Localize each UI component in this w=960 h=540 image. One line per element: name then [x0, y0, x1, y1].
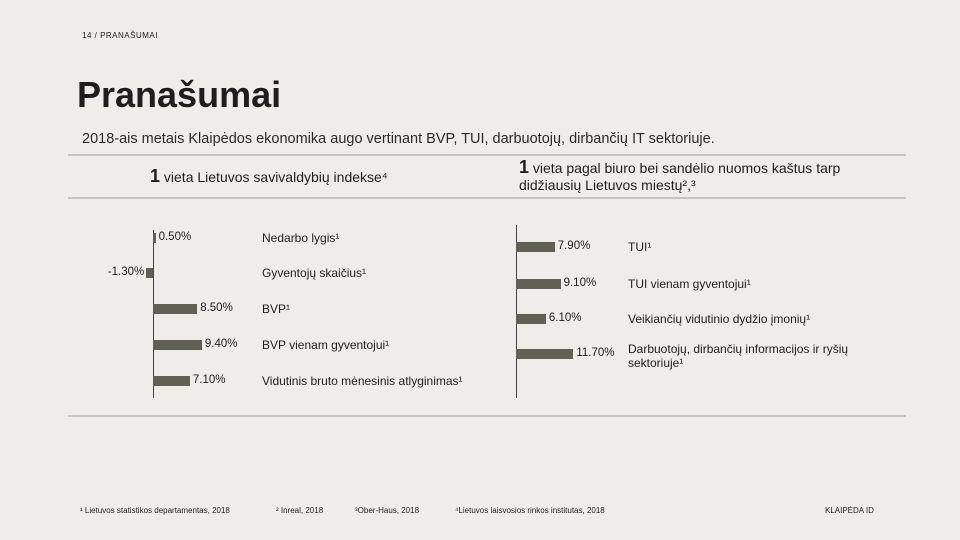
category-label: BVP vienam gyventojui¹	[262, 338, 390, 352]
bar-value-label: 6.10%	[548, 312, 582, 324]
category-label: TUI¹	[628, 240, 652, 254]
category-label: Gyventojų skaičius¹	[262, 266, 367, 280]
bar	[516, 349, 573, 359]
left-header-text: vieta Lietuvos savivaldybių indekse⁴	[163, 169, 388, 185]
bar-value-label: 7.90%	[557, 240, 591, 252]
breadcrumb: 14 / PRANAŠUMAI	[82, 31, 158, 40]
right-rank: 1	[519, 157, 530, 177]
category-label: Darbuotojų, dirbančių informacijos ir ryšių sektoriuje¹	[628, 342, 849, 370]
bar-value-label: 9.40%	[204, 338, 238, 350]
bar	[516, 314, 546, 324]
category-label: BVP¹	[262, 302, 291, 316]
bar-value-label: 0.50%	[158, 231, 192, 243]
right-header-text: vieta pagal biuro bei sandėlio nuomos kaštus tarp didžiausių Lietuvos miestų²,³	[519, 160, 841, 193]
bar-value-label: 11.70%	[576, 347, 615, 359]
bar-value-label: 7.10%	[192, 374, 226, 386]
footnote-4: ⁴Lietuvos laisvosios rinkos institutas, 2018	[455, 506, 605, 515]
category-label: Veikiančių vidutinio dydžio įmonių¹	[628, 312, 811, 326]
category-label: Nedarbo lygis¹	[262, 231, 340, 245]
footnote-2: ² Inreal, 2018	[276, 506, 324, 515]
bar-value-label: 8.50%	[200, 302, 233, 314]
page-subtitle: 2018-ais metais Klaipėdos ekonomika augo vertinant BVP, TUI, darbuotojų, dirbančių IT sektoriuje.	[82, 131, 715, 147]
bar	[516, 279, 561, 289]
brand-logo: KLAIPĖDA ID	[825, 506, 874, 515]
footnote-1: ¹ Lietuvos statistikos departamentas, 2018	[80, 506, 230, 515]
footnote-3: ³Ober-Haus, 2018	[355, 506, 420, 515]
page-title: Pranašumai	[77, 74, 282, 115]
bar-value-label: 9.10%	[563, 277, 597, 289]
bar	[516, 242, 555, 252]
left-rank: 1	[150, 166, 161, 186]
bar-value-label: -1.30%	[107, 266, 145, 278]
category-label: TUI vienam gyventojui¹	[628, 277, 751, 291]
category-label: Vidutinis bruto mėnesinis atlyginimas¹	[262, 374, 463, 388]
